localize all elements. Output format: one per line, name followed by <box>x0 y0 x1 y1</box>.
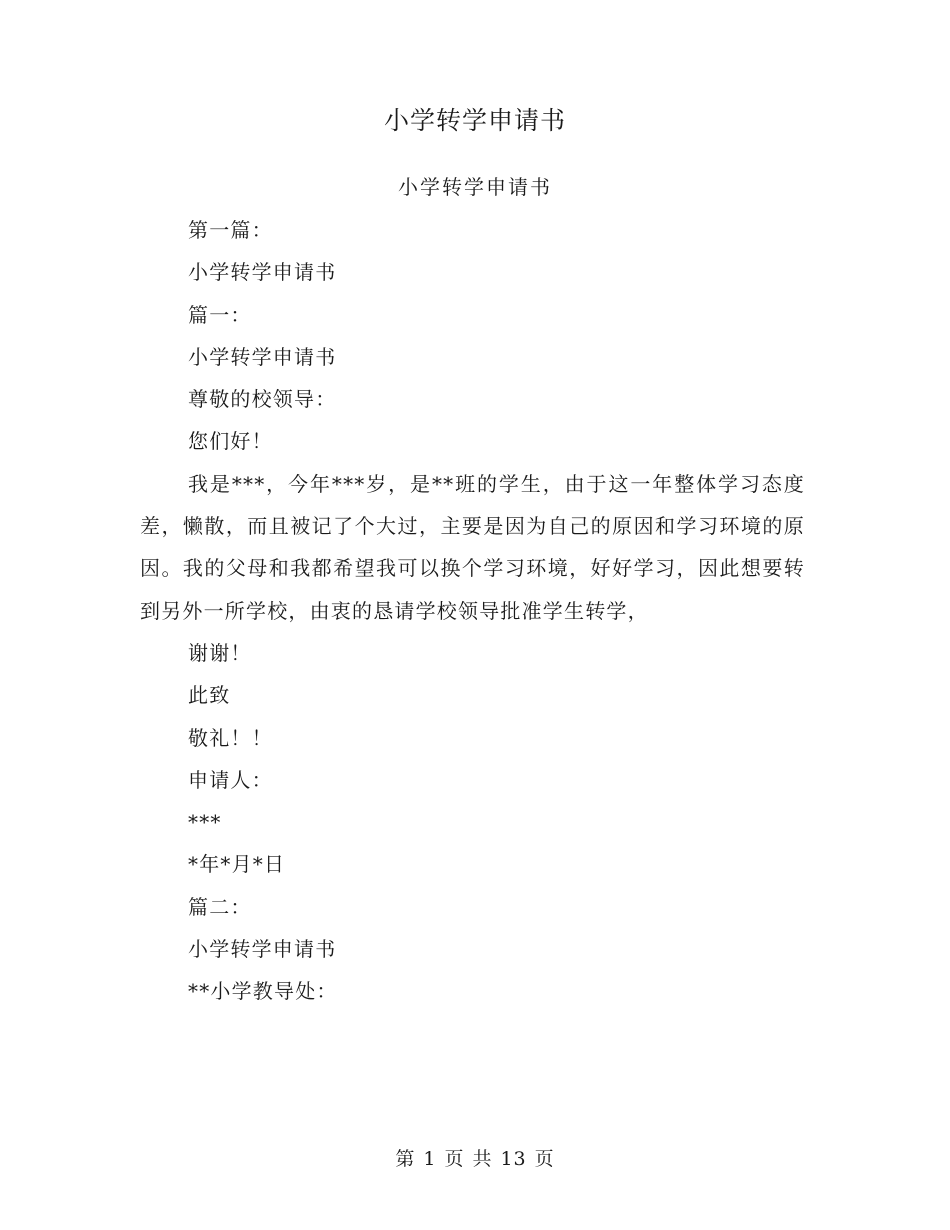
closing-line: 此致 <box>188 683 231 708</box>
document-title: 小学转学申请书 <box>383 106 566 135</box>
document-subtitle: 小学转学申请书 <box>398 175 552 199</box>
salutation: 尊敬的校领导： <box>188 387 337 412</box>
applicant-name: *** <box>188 810 222 835</box>
page-total-prefix: 共 <box>472 1148 493 1170</box>
page-total: 13 <box>500 1148 527 1170</box>
date-line: *年*月*日 <box>188 852 286 877</box>
body-paragraph: 我是***，今年***岁，是**班的学生，由于这一年整体学习态度差，懒散，而且被记了个大过，主要是因为自己的原因和学习环境的原因。我的父母和我都希望我可以换个学习环境，好好学习，因此想要转到另外一所学校，由衷的恳请学校领导批准学生转学， <box>140 471 805 623</box>
page-current: 1 <box>423 1148 437 1170</box>
page-label-suffix: 页 <box>534 1148 555 1170</box>
applicant-label: 申请人： <box>188 767 273 792</box>
paragraph: 小学转学申请书 <box>188 937 337 962</box>
closing-salute: 敬礼！！ <box>188 725 273 750</box>
document-body <box>140 209 805 1013</box>
paragraph: 小学转学申请书 <box>188 344 337 369</box>
paragraph: 篇一： <box>188 302 252 327</box>
thanks: 谢谢！ <box>188 640 252 665</box>
page-label-prefix: 第 <box>395 1148 416 1170</box>
paragraph: 第一篇： <box>188 218 273 242</box>
section-heading: 篇二： <box>188 894 252 919</box>
recipient-line: **小学教导处： <box>188 979 338 1004</box>
paragraph: 小学转学申请书 <box>188 260 337 285</box>
greeting: 您们好！ <box>188 429 273 454</box>
page-label-middle: 页 <box>444 1148 465 1170</box>
page-footer <box>0 1145 950 1173</box>
